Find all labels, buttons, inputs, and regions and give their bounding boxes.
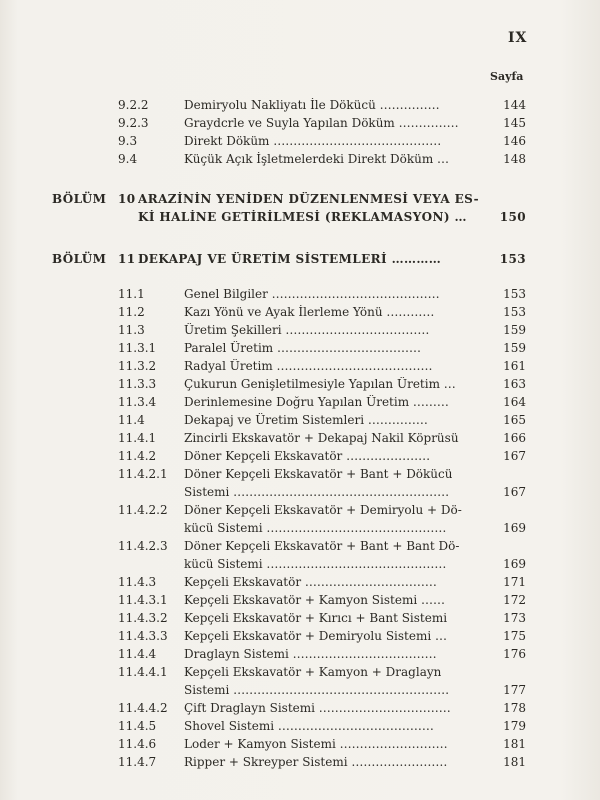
entry-number: 11.4.2.3 <box>118 539 168 553</box>
entry-number: 11.3.1 <box>118 341 157 355</box>
entry-page: 178 <box>503 701 526 715</box>
entry-page: 163 <box>503 377 526 391</box>
entry-page: 159 <box>503 323 526 337</box>
toc-entry <box>0 755 600 773</box>
entry-number: 9.2.3 <box>118 116 149 130</box>
entry-title: Genel Bilgiler …………………………………… <box>184 287 440 301</box>
chapter-number: 10 <box>118 192 136 206</box>
toc-entry <box>0 593 600 611</box>
entry-title: Kepçeli Ekskavatör + Kamyon + Draglayn <box>184 665 442 679</box>
toc-entry-continued <box>0 521 600 539</box>
entry-title: Dekapaj ve Üretim Sistemleri …………… <box>184 413 428 427</box>
chapter-page: 153 <box>499 252 526 266</box>
toc-entry <box>0 467 600 485</box>
chapter-title-line1: ARAZİNİN YENİDEN DÜZENLENMESİ VEYA ES- <box>138 192 480 206</box>
toc-entry <box>0 395 600 413</box>
entry-number: 11.4.2 <box>118 449 157 463</box>
entry-page: 169 <box>503 521 526 535</box>
entry-title: Demiryolu Nakliyatı İle Dökücü …………… <box>184 98 440 112</box>
toc-entry <box>0 539 600 557</box>
toc-entry <box>0 665 600 683</box>
entry-number: 11.2 <box>118 305 145 319</box>
toc-entry <box>0 98 600 116</box>
entry-number: 11.4.1 <box>118 431 157 445</box>
toc-entry <box>0 287 600 305</box>
entry-page: 169 <box>503 557 526 571</box>
entry-title: Kepçeli Ekskavatör …………………………… <box>184 575 437 589</box>
toc-entry <box>0 719 600 737</box>
entry-title: Paralel Üretim ……………………………… <box>184 341 421 355</box>
entry-number: 11.4.4.1 <box>118 665 168 679</box>
entry-number: 11.4.2.1 <box>118 467 168 481</box>
entry-number: 11.4.3.1 <box>118 593 168 607</box>
entry-title: Loder + Kamyon Sistemi ……………………… <box>184 737 448 751</box>
entry-number: 11.4.2.2 <box>118 503 168 517</box>
toc-entry-continued <box>0 557 600 575</box>
toc-entry <box>0 323 600 341</box>
entry-title: kücü Sistemi ……………………………………… <box>184 557 447 571</box>
toc-entry <box>0 431 600 449</box>
entry-title: Zincirli Ekskavatör + Dekapaj Nakil Köprüsü <box>184 431 459 445</box>
entry-page: 146 <box>503 134 526 148</box>
entry-title: Sistemi ……………………………………………… <box>184 683 450 697</box>
entry-title: Çukurun Genişletilmesiyle Yapılan Üretim … <box>184 377 456 391</box>
entry-title: Kepçeli Ekskavatör + Kamyon Sistemi …… <box>184 593 445 607</box>
chapter-label: BÖLÜM <box>52 192 107 206</box>
entry-number: 11.4.5 <box>118 719 157 733</box>
toc-entry <box>0 737 600 755</box>
entry-number: 9.4 <box>118 152 138 166</box>
entry-page: 173 <box>503 611 526 625</box>
toc-entry <box>0 503 600 521</box>
entry-page: 164 <box>503 395 526 409</box>
toc-entry <box>0 647 600 665</box>
entry-number: 11.4.3.2 <box>118 611 168 625</box>
entry-title: Döner Kepçeli Ekskavatör ………………… <box>184 449 431 463</box>
toc-entry <box>0 701 600 719</box>
entry-number: 11.4.7 <box>118 755 157 769</box>
entry-title: Graydcrle ve Suyla Yapılan Döküm …………… <box>184 116 459 130</box>
entry-number: 11.4.3 <box>118 575 157 589</box>
entry-page: 175 <box>503 629 526 643</box>
entry-title: Direkt Döküm …………………………………… <box>184 134 442 148</box>
entry-number: 11.3 <box>118 323 145 337</box>
entry-title: Çift Draglayn Sistemi …………………………… <box>184 701 451 715</box>
toc-entry <box>0 449 600 467</box>
toc-entry-continued <box>0 485 600 503</box>
entry-page: 181 <box>503 755 526 769</box>
entry-title: Draglayn Sistemi ……………………………… <box>184 647 437 661</box>
entry-page: 148 <box>503 152 526 166</box>
entry-page: 166 <box>503 431 526 445</box>
page-number: IX <box>508 30 528 46</box>
entry-title: Sistemi ……………………………………………… <box>184 485 450 499</box>
chapter-page: 150 <box>499 210 526 224</box>
toc-entry <box>0 134 600 152</box>
entry-page: 167 <box>503 485 526 499</box>
entry-title: Döner Kepçeli Ekskavatör + Bant + Dökücü <box>184 467 453 481</box>
chapter-title: DEKAPAJ VE ÜRETİM SİSTEMLERİ ………… <box>138 252 442 266</box>
entry-title: Radyal Üretim ………………………………… <box>184 359 433 373</box>
toc-entry-continued <box>0 683 600 701</box>
entry-number: 11.4.4 <box>118 647 157 661</box>
chapter-heading <box>0 192 600 210</box>
entry-page: 144 <box>503 98 526 112</box>
toc-entry <box>0 413 600 431</box>
toc-entry <box>0 611 600 629</box>
entry-page: 171 <box>503 575 526 589</box>
chapter-label: BÖLÜM <box>52 252 107 266</box>
toc-entry <box>0 575 600 593</box>
entry-number: 11.4.3.3 <box>118 629 168 643</box>
entry-title: Kepçeli Ekskavatör + Kırıcı + Bant Sistemi <box>184 611 448 625</box>
entry-title: Üretim Şekilleri ……………………………… <box>184 323 430 337</box>
entry-page: 176 <box>503 647 526 661</box>
entry-number: 11.3.2 <box>118 359 157 373</box>
entry-page: 161 <box>503 359 526 373</box>
entry-page: 181 <box>503 737 526 751</box>
entry-title: Ripper + Skreyper Sistemi …………………… <box>184 755 448 769</box>
entry-number: 11.4.6 <box>118 737 157 751</box>
toc-entry <box>0 359 600 377</box>
entry-page: 167 <box>503 449 526 463</box>
entry-title: Kazı Yönü ve Ayak İlerleme Yönü ………… <box>184 305 435 319</box>
chapter-number: 11 <box>118 252 136 266</box>
toc-entry <box>0 377 600 395</box>
entry-title: Döner Kepçeli Ekskavatör + Demiryolu + Dö- <box>184 503 462 517</box>
toc-entry <box>0 152 600 170</box>
entry-number: 11.4.4.2 <box>118 701 168 715</box>
entry-page: 179 <box>503 719 526 733</box>
toc-entry <box>0 116 600 134</box>
page-column-label: Sayfa <box>490 70 524 83</box>
entry-number: 11.3.4 <box>118 395 157 409</box>
entry-page: 177 <box>503 683 526 697</box>
entry-number: 11.3.3 <box>118 377 157 391</box>
toc-entry <box>0 629 600 647</box>
entry-title: Shovel Sistemi ………………………………… <box>184 719 434 733</box>
entry-number: 9.2.2 <box>118 98 149 112</box>
entry-page: 172 <box>503 593 526 607</box>
chapter-title-line2: Kİ HALİNE GETİRİLMESİ (REKLAMASYON) … <box>138 210 467 224</box>
entry-page: 153 <box>503 287 526 301</box>
entry-title: Derinlemesine Doğru Yapılan Üretim ……… <box>184 395 449 409</box>
entry-title: Kepçeli Ekskavatör + Demiryolu Sistemi … <box>184 629 447 643</box>
toc-entry <box>0 341 600 359</box>
entry-title: Döner Kepçeli Ekskavatör + Bant + Bant Dö- <box>184 539 460 553</box>
entry-page: 165 <box>503 413 526 427</box>
entry-page: 153 <box>503 305 526 319</box>
entry-number: 11.4 <box>118 413 145 427</box>
chapter-heading-continued <box>0 210 600 228</box>
entry-title: kücü Sistemi ……………………………………… <box>184 521 447 535</box>
toc-entry <box>0 305 600 323</box>
entry-number: 9.3 <box>118 134 138 148</box>
entry-page: 159 <box>503 341 526 355</box>
chapter-heading <box>0 252 600 270</box>
entry-title: Küçük Açık İşletmelerdeki Direkt Döküm … <box>184 152 450 166</box>
entry-page: 145 <box>503 116 526 130</box>
entry-number: 11.1 <box>118 287 145 301</box>
